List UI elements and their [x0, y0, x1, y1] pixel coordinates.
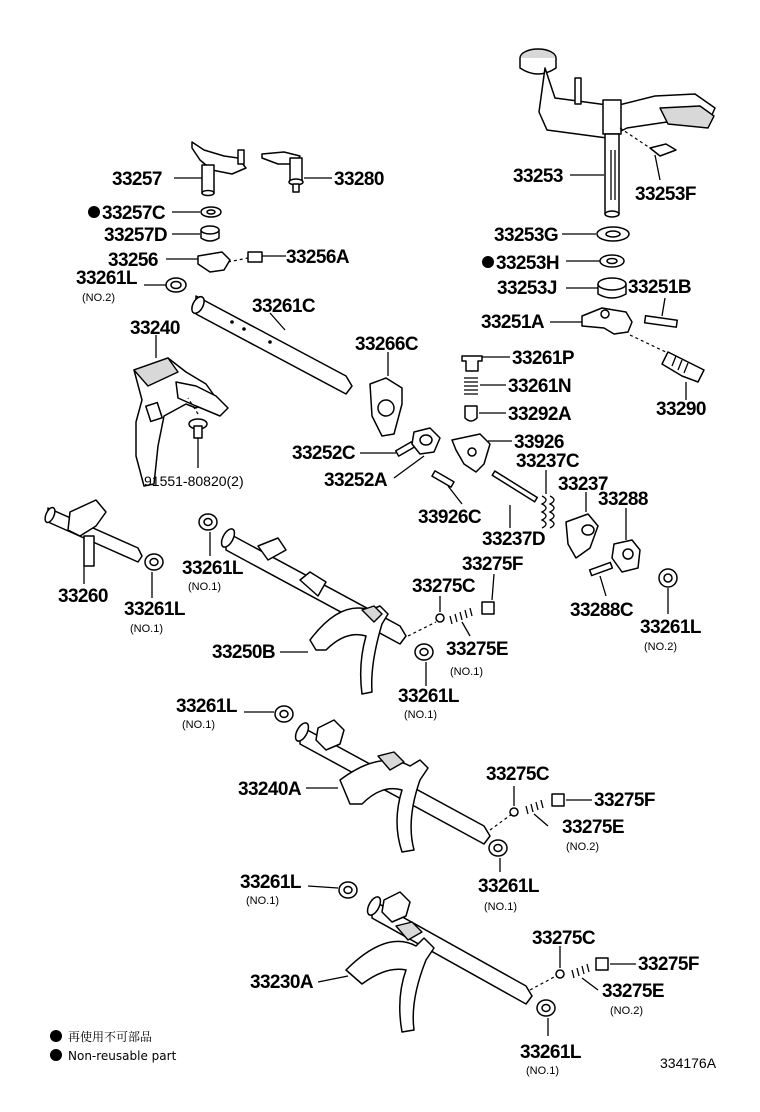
label-33253H: 33253H — [496, 253, 559, 274]
spring-33275E-1 — [450, 608, 472, 624]
label-33290: 33290 — [656, 399, 706, 420]
non-reusable-mark — [482, 256, 494, 268]
ball-33275C-1 — [436, 614, 444, 622]
label-33275F-1: 33275F — [462, 554, 523, 575]
label-33261L-bottom: 33261L — [520, 1042, 581, 1063]
label-33261L-upper: 33261L — [182, 558, 243, 579]
label-33257C: 33257C — [102, 203, 165, 224]
pin-33280 — [262, 152, 303, 192]
label-33275E-3: 33275E — [602, 981, 664, 1002]
fork-shaft-33230A — [346, 892, 532, 1032]
label-33257: 33257 — [112, 169, 162, 190]
sublabel-no2-right: (NO.2) — [644, 641, 677, 653]
label-33253: 33253 — [513, 166, 563, 187]
switch-33290 — [662, 352, 704, 382]
label-33261P: 33261P — [512, 348, 574, 369]
fork-shaft-33250B — [219, 527, 406, 694]
label-33237: 33237 — [558, 474, 608, 495]
label-33261C: 33261C — [252, 296, 315, 317]
sublabel-no1-mid3: (NO.1) — [484, 901, 517, 913]
legend-text-jp: 再使用不可部品 — [68, 1030, 153, 1044]
label-33237C: 33237C — [516, 451, 579, 472]
label-33256A: 33256A — [286, 247, 349, 268]
legend — [50, 1029, 177, 1063]
label-33261L-mid3: 33261L — [478, 876, 539, 897]
label-33926C: 33926C — [418, 507, 481, 528]
spring-33275E-3 — [572, 964, 589, 978]
rod-33237D — [492, 471, 537, 502]
label-33275F-2: 33275F — [594, 790, 655, 811]
lever-33257 — [192, 142, 246, 196]
label-33260: 33260 — [58, 586, 108, 607]
label-33280: 33280 — [334, 169, 384, 190]
sublabel-no1-bottom: (NO.1) — [526, 1065, 559, 1077]
label-33261L-left: 33261L — [124, 599, 185, 620]
label-33261L-top: 33261L — [76, 268, 137, 289]
figure-reference: 334176A — [660, 1055, 717, 1071]
label-33275C-2: 33275C — [486, 764, 549, 785]
label-91551: 91551-80820(2) — [144, 473, 244, 489]
label-33288C: 33288C — [570, 600, 633, 621]
lever-33240 — [134, 358, 228, 486]
label-33275C-3: 33275C — [532, 928, 595, 949]
pin-33256A — [248, 252, 262, 262]
lever-33256 — [198, 252, 230, 272]
spring-33275E-2 — [526, 800, 543, 814]
ball-33275C-3 — [556, 970, 564, 978]
non-reusable-mark — [88, 206, 100, 218]
label-33275E-2: 33275E — [562, 817, 624, 838]
label-33266C: 33266C — [355, 334, 418, 355]
lever-33237 — [566, 514, 598, 558]
label-33275C-1: 33275C — [412, 576, 475, 597]
fork-shaft-33240A — [293, 720, 490, 852]
sublabel-no2-top: (NO.2) — [82, 292, 115, 304]
sublabel-no1-e1: (NO.1) — [450, 666, 483, 678]
pin-33288C — [590, 562, 613, 575]
sublabel-no2-e2: (NO.2) — [566, 841, 599, 853]
plug-33261P — [462, 356, 482, 371]
label-33257D: 33257D — [104, 225, 167, 246]
label-33275F-3: 33275F — [638, 954, 699, 975]
label-33250B: 33250B — [212, 642, 275, 663]
label-33261L-mid1: 33261L — [398, 686, 459, 707]
label-33252C: 33252C — [292, 443, 355, 464]
label-33288: 33288 — [598, 489, 648, 510]
plug-33275F-2 — [552, 794, 564, 806]
label-33252A: 33252A — [324, 470, 387, 491]
ball-33275C-2 — [510, 808, 518, 816]
pin-33251B — [645, 316, 678, 327]
spring-33237C — [542, 496, 554, 528]
label-33253G: 33253G — [494, 225, 559, 246]
pin-33926C — [432, 471, 454, 487]
label-33261N: 33261N — [508, 376, 571, 397]
label-33292A: 33292A — [508, 404, 571, 425]
label-33275E-1: 33275E — [446, 639, 508, 660]
sublabel-no1-left: (NO.1) — [130, 623, 163, 635]
label-33240: 33240 — [130, 318, 180, 339]
bolt-91551 — [189, 419, 207, 438]
label-33256: 33256 — [108, 250, 158, 271]
legend-bullet-jp — [50, 1030, 62, 1042]
spring-33261N — [464, 378, 478, 394]
plug-33275F-1 — [482, 602, 494, 614]
label-33230A: 33230A — [250, 972, 313, 993]
legend-bullet-en — [50, 1049, 62, 1061]
sublabel-no1-upper: (NO.1) — [188, 581, 221, 593]
sublabel-no2-e3: (NO.2) — [610, 1005, 643, 1017]
label-33261L-mid4: 33261L — [240, 872, 301, 893]
sublabel-no1-mid2: (NO.1) — [182, 719, 215, 731]
label-33251B: 33251B — [628, 277, 691, 298]
label-33240A: 33240A — [238, 779, 301, 800]
label-33261L-right: 33261L — [640, 617, 701, 638]
label-33251A: 33251A — [481, 312, 544, 333]
sublabel-no1-mid4: (NO.1) — [246, 895, 279, 907]
sublabel-no1-mid1: (NO.1) — [404, 709, 437, 721]
label-33237D: 33237D — [482, 529, 545, 550]
legend-text-en: Non-reusable part — [68, 1049, 177, 1063]
plug-33275F-3 — [596, 958, 608, 970]
label-33261L-mid2: 33261L — [176, 696, 237, 717]
label-33253J: 33253J — [497, 278, 557, 299]
label-33253F: 33253F — [635, 184, 696, 205]
ball-33292A — [465, 406, 477, 421]
shaft-33260 — [43, 500, 142, 566]
label-33926: 33926 — [514, 432, 564, 453]
